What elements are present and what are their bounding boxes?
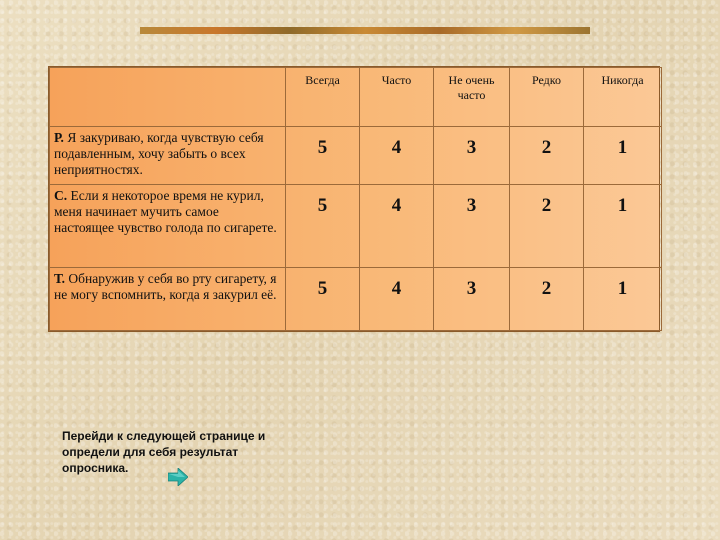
column-header: Редко [510, 68, 584, 127]
questionnaire-table [48, 66, 660, 332]
statement-text: Обнаружив у себя во рту сигарету, я не могу вспомнить, когда я закурил её. [54, 271, 277, 302]
statement-code: Т. [54, 271, 66, 286]
column-header: Не очень часто [434, 68, 510, 127]
score-cell: 4 [360, 268, 434, 331]
score-cell: 2 [510, 268, 584, 331]
score-cell: 1 [584, 268, 662, 331]
table-row [50, 185, 662, 268]
statement-cell [50, 268, 286, 331]
statement-code: С. [54, 188, 68, 203]
statement-code: Р. [54, 130, 64, 145]
score-cell: 1 [584, 127, 662, 185]
score-cell: 5 [286, 268, 360, 331]
table-row [50, 268, 662, 331]
statement-cell [50, 185, 286, 268]
score-cell: 3 [434, 127, 510, 185]
statement-text: Если я некоторое время не курил, меня начинает мучить самое настоящее чувство голода по сигарете. [54, 188, 277, 235]
statement-cell [50, 127, 286, 185]
score-cell: 2 [510, 185, 584, 268]
column-header: Всегда [286, 68, 360, 127]
statement-text: Я закуриваю, когда чувствую себя подавленным, хочу забыть о всех неприятностях. [54, 130, 264, 177]
column-header: Никогда [584, 68, 662, 127]
score-cell: 3 [434, 268, 510, 331]
score-cell: 4 [360, 185, 434, 268]
header-empty-cell [50, 68, 286, 127]
instruction-note: Перейди к следующей странице и определи для себя результат опросника. [62, 429, 266, 475]
score-cell: 3 [434, 185, 510, 268]
score-cell: 4 [360, 127, 434, 185]
arrow-right-icon[interactable] [168, 468, 188, 486]
score-cell: 5 [286, 185, 360, 268]
table-header-row [50, 68, 662, 127]
score-cell: 2 [510, 127, 584, 185]
column-header: Часто [360, 68, 434, 127]
score-cell: 5 [286, 127, 360, 185]
decorative-top-bar [140, 27, 590, 34]
score-cell: 1 [584, 185, 662, 268]
table-row [50, 127, 662, 185]
